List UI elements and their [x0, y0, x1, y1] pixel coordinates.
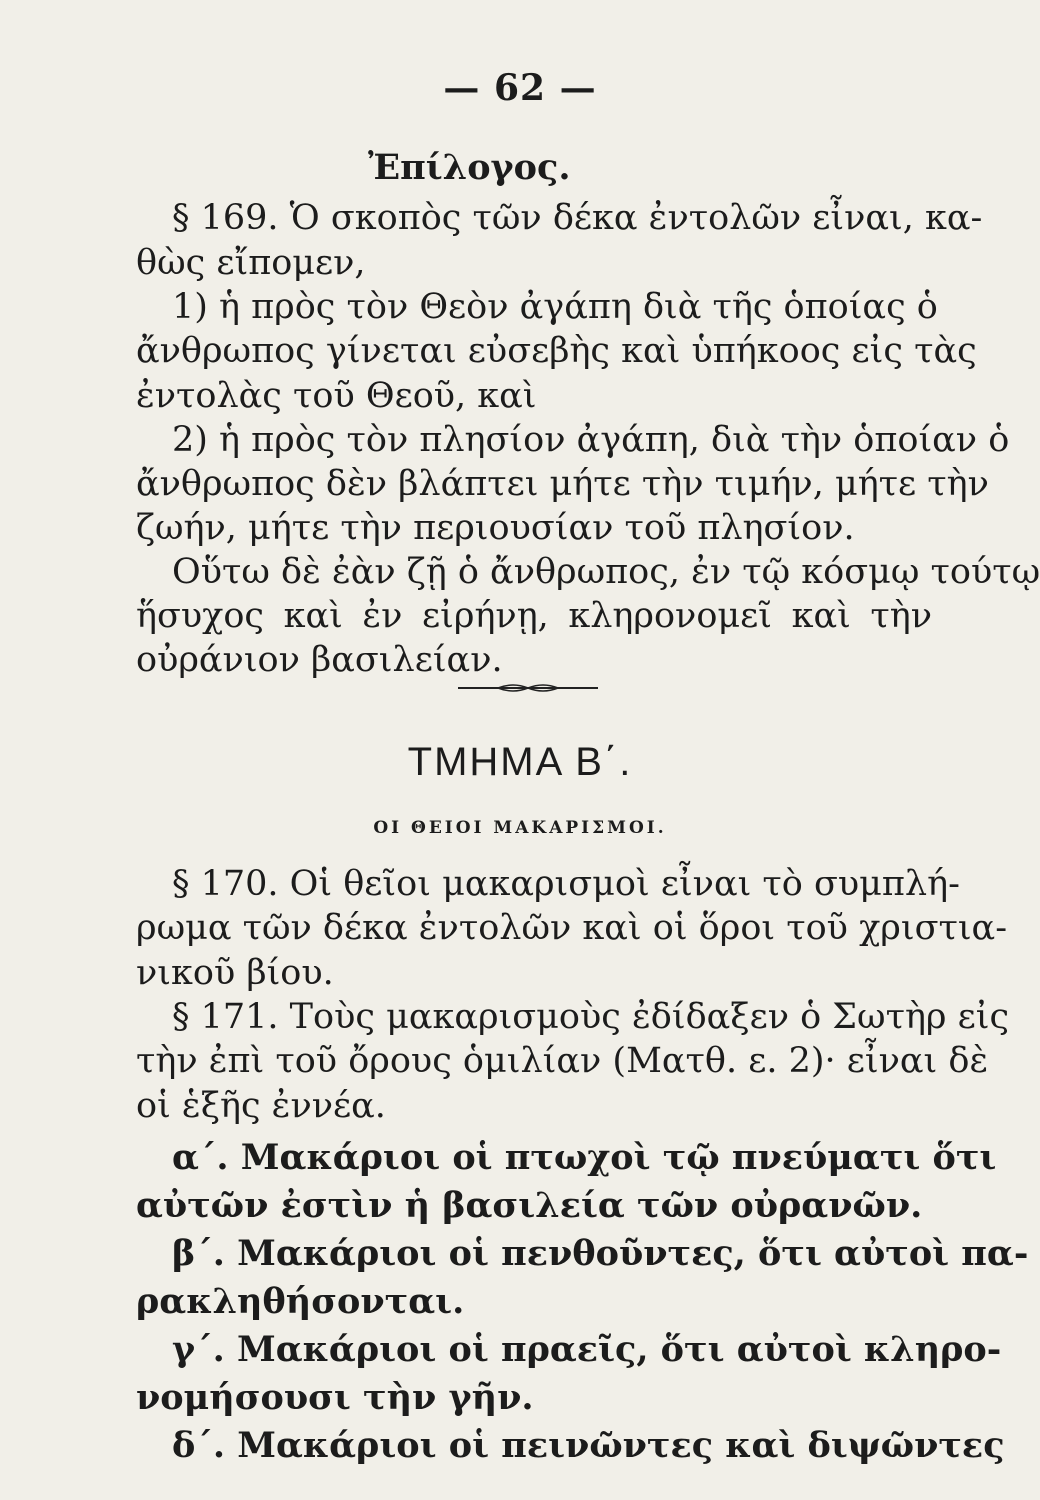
paragraph-169-line-2: θὼς εἴπομεν, [136, 243, 366, 283]
paragraph-169-line-5: ἐντολὰς τοῦ Θεοῦ, καὶ [136, 376, 537, 416]
paragraph-169-line-8: ζωήν, μήτε τὴν περιουσίαν τοῦ πλησίον. [136, 508, 855, 548]
beatitude-c-line-1: γ΄. Μακάριοι οἱ πραεῖς, ὅτι αὐτοὶ κληρο- [172, 1329, 1002, 1370]
paragraph-169-line-3: 1) ἡ πρὸς τὸν Θεὸν ἀγάπη διὰ τῆς ὁποίας ὁ [172, 287, 938, 327]
section-title: ΤΜΗΜΑ Β΄. [407, 740, 633, 784]
beatitude-d-line-1: δ΄. Μακάριοι οἱ πεινῶντες καὶ διψῶντες [172, 1425, 1005, 1466]
beatitude-b-line-1: β΄. Μακάριοι οἱ πενθοῦντες, ὅτι αὐτοὶ πα- [172, 1233, 1029, 1274]
section-subtitle: ΟΙ ΘΕΙΟΙ ΜΑΚΑΡΙΣΜΟΙ. [373, 818, 667, 838]
epilogue-heading: Ἐπίλογος. [368, 147, 571, 188]
paragraph-169-line-11: οὐράνιον βασιλείαν. [136, 640, 503, 680]
page-number: — 62 — [443, 67, 597, 109]
paragraph-170-line-2: ρωμα τῶν δέκα ἐντολῶν καὶ οἱ ὅροι τοῦ χριστια- [136, 908, 1008, 948]
beatitude-b-line-2: ρακληθήσονται. [136, 1281, 465, 1322]
paragraph-169-line-4: ἄνθρωπος γίνεται εὐσεβὴς καὶ ὑπήκοος εἰς τὰς [136, 331, 977, 371]
paragraph-170-line-1: § 170. Οἱ θεῖοι μακαρισμοὶ εἶναι τὸ συμπλή- [172, 864, 960, 904]
paragraph-169-line-6: 2) ἡ πρὸς τὸν πλησίον ἀγάπη, διὰ τὴν ὁποίαν ὁ [172, 420, 1010, 460]
paragraph-169-line-7: ἄνθρωπος δὲν βλάπτει μήτε τὴν τιμήν, μήτε τὴν [136, 464, 989, 504]
beatitude-c-line-2: νομήσουσι τὴν γῆν. [136, 1377, 534, 1418]
paragraph-169-line-10: ἥσυχος καὶ ἐν εἰρήνῃ, κληρονομεῖ καὶ τὴν [136, 596, 932, 636]
paragraph-170-line-3: νικοῦ βίου. [136, 953, 334, 993]
beatitude-a-line-2: αὐτῶν ἐστὶν ἡ βασιλεία τῶν οὐρανῶν. [136, 1185, 923, 1226]
paragraph-171-line-1: § 171. Τοὺς μακαρισμοὺς ἐδίδαξεν ὁ Σωτὴρ εἰς [172, 997, 1010, 1037]
paragraph-171-line-3: οἱ ἑξῆς ἐννέα. [136, 1086, 386, 1126]
beatitude-a-line-1: α΄. Μακάριοι οἱ πτωχοὶ τῷ πνεύματι ὅτι [172, 1137, 997, 1178]
section-divider-ornament [458, 682, 598, 694]
paragraph-169-line-9: Οὕτω δὲ ἐὰν ζῇ ὁ ἄνθρωπος, ἐν τῷ κόσμῳ τούτῳ [172, 552, 1040, 592]
paragraph-171-line-2: τὴν ἐπὶ τοῦ ὄρους ὁμιλίαν (Ματθ. ε. 2)· εἶναι δὲ [136, 1041, 989, 1081]
paragraph-169-line-1: § 169. Ὁ σκοπὸς τῶν δέκα ἐντολῶν εἶναι, κα- [172, 198, 983, 238]
